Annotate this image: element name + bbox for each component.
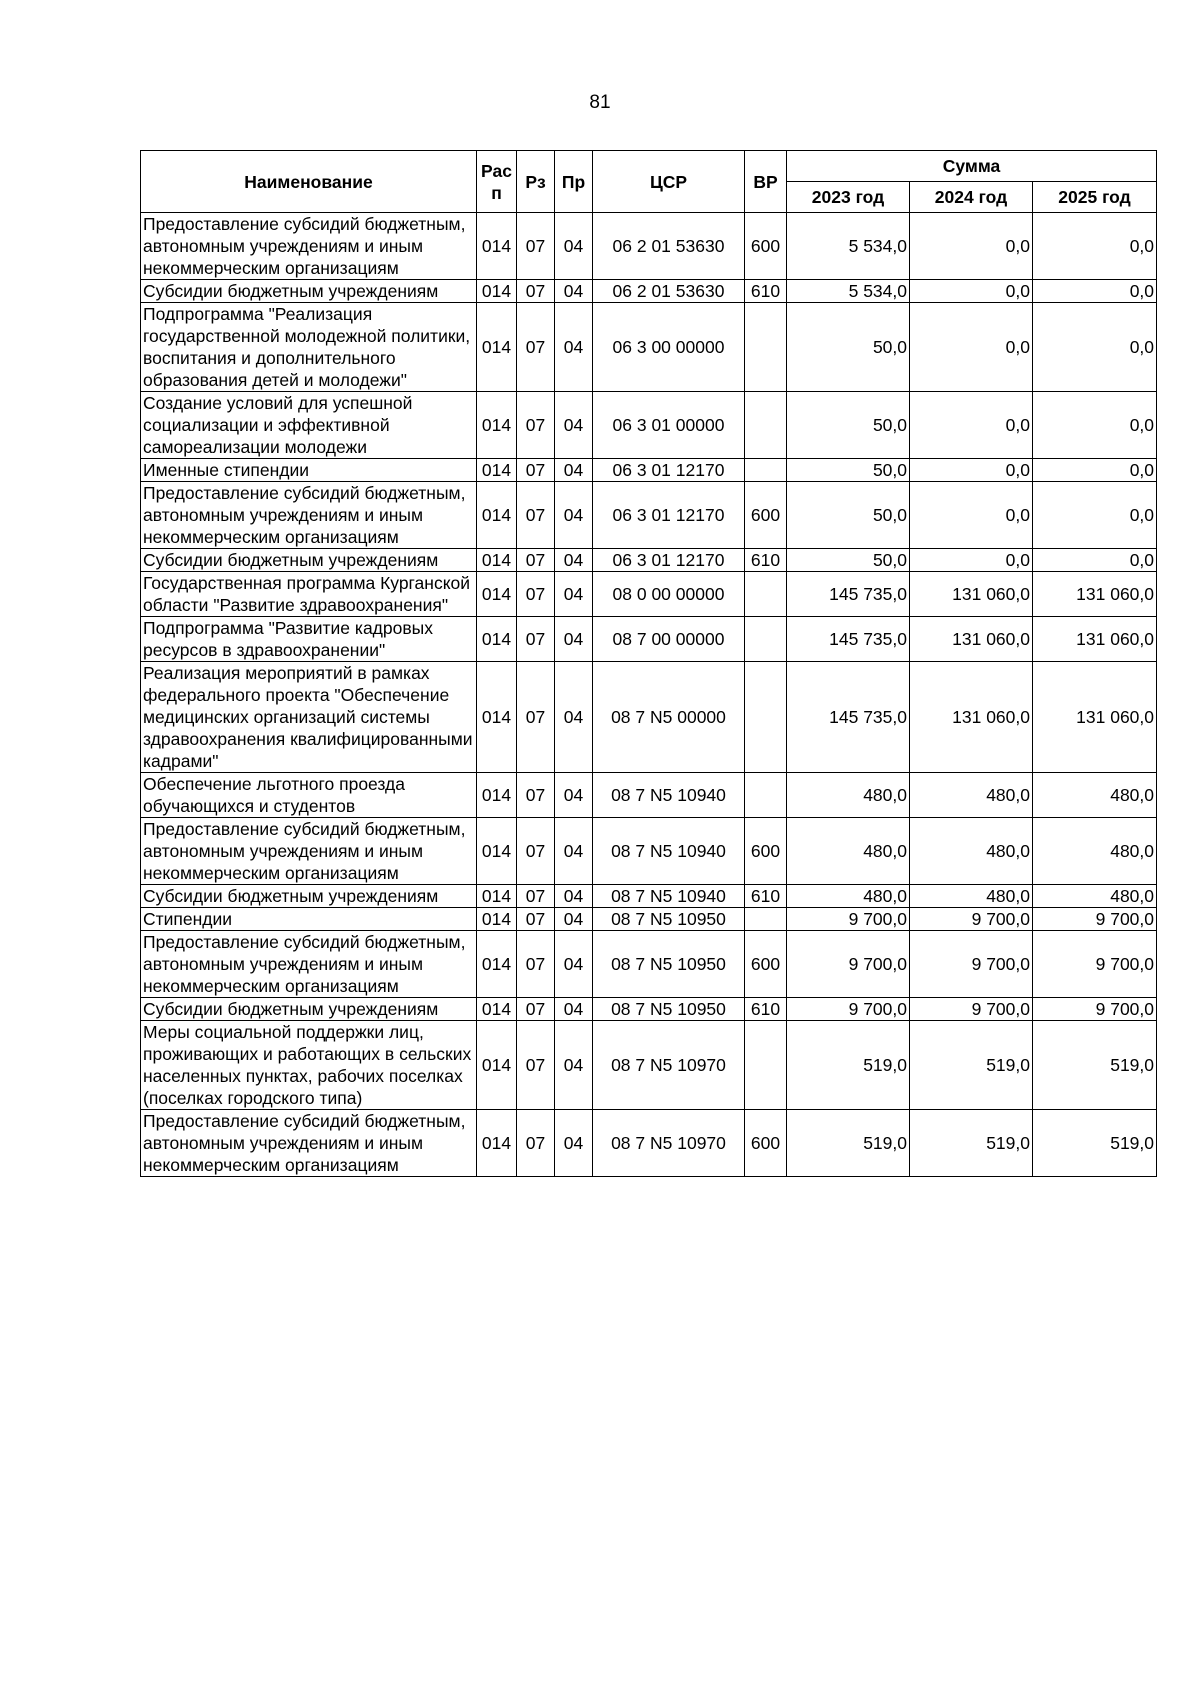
cell-rz: 07	[517, 931, 555, 998]
cell-2024: 480,0	[910, 773, 1033, 818]
cell-rz: 07	[517, 280, 555, 303]
cell-2025: 0,0	[1033, 549, 1157, 572]
cell-rz: 07	[517, 482, 555, 549]
cell-2024: 0,0	[910, 549, 1033, 572]
cell-2024: 131 060,0	[910, 662, 1033, 773]
table-row	[141, 617, 1157, 662]
cell-rasp: 014	[477, 482, 517, 549]
cell-vr	[745, 459, 787, 482]
cell-csr: 08 7 N5 10970	[593, 1110, 745, 1177]
cell-pr: 04	[555, 885, 593, 908]
table-row	[141, 482, 1157, 549]
cell-rz: 07	[517, 213, 555, 280]
cell-2023: 519,0	[787, 1110, 910, 1177]
cell-2023: 5 534,0	[787, 213, 910, 280]
cell-rasp: 014	[477, 1021, 517, 1110]
cell-vr	[745, 392, 787, 459]
cell-vr	[745, 572, 787, 617]
table-row	[141, 931, 1157, 998]
cell-rasp: 014	[477, 280, 517, 303]
cell-rz: 07	[517, 572, 555, 617]
cell-rasp: 014	[477, 885, 517, 908]
cell-pr: 04	[555, 662, 593, 773]
cell-pr: 04	[555, 1110, 593, 1177]
cell-2024: 0,0	[910, 459, 1033, 482]
cell-2025: 480,0	[1033, 885, 1157, 908]
cell-rasp: 014	[477, 998, 517, 1021]
cell-csr: 08 7 N5 10940	[593, 818, 745, 885]
cell-2023: 480,0	[787, 818, 910, 885]
cell-2025: 519,0	[1033, 1110, 1157, 1177]
cell-2024: 519,0	[910, 1021, 1033, 1110]
cell-name: Субсидии бюджетным учреждениям	[141, 998, 477, 1021]
cell-2023: 50,0	[787, 549, 910, 572]
cell-2025: 0,0	[1033, 213, 1157, 280]
cell-2024: 0,0	[910, 213, 1033, 280]
cell-vr	[745, 773, 787, 818]
cell-pr: 04	[555, 549, 593, 572]
cell-rz: 07	[517, 1110, 555, 1177]
cell-pr: 04	[555, 459, 593, 482]
header-sum: Сумма	[787, 151, 1157, 182]
cell-2023: 9 700,0	[787, 998, 910, 1021]
cell-rasp: 014	[477, 931, 517, 998]
cell-rz: 07	[517, 303, 555, 392]
cell-rz: 07	[517, 459, 555, 482]
cell-vr	[745, 303, 787, 392]
cell-vr	[745, 1021, 787, 1110]
table-row	[141, 885, 1157, 908]
cell-2025: 0,0	[1033, 303, 1157, 392]
cell-2024: 0,0	[910, 303, 1033, 392]
cell-rasp: 014	[477, 1110, 517, 1177]
cell-csr: 08 0 00 00000	[593, 572, 745, 617]
budget-table	[140, 150, 1157, 1177]
cell-csr: 08 7 N5 00000	[593, 662, 745, 773]
cell-2023: 145 735,0	[787, 662, 910, 773]
cell-rz: 07	[517, 549, 555, 572]
cell-rasp: 014	[477, 572, 517, 617]
cell-name: Обеспечение льготного проезда обучающихся и студентов	[141, 773, 477, 818]
cell-vr: 600	[745, 482, 787, 549]
cell-2024: 9 700,0	[910, 908, 1033, 931]
cell-2024: 0,0	[910, 392, 1033, 459]
cell-2024: 131 060,0	[910, 617, 1033, 662]
cell-2025: 480,0	[1033, 818, 1157, 885]
table-row	[141, 998, 1157, 1021]
cell-vr: 610	[745, 998, 787, 1021]
cell-csr: 06 3 00 00000	[593, 303, 745, 392]
cell-csr: 06 2 01 53630	[593, 280, 745, 303]
table-row	[141, 818, 1157, 885]
table-row	[141, 280, 1157, 303]
table-header	[141, 151, 1157, 213]
cell-2023: 145 735,0	[787, 617, 910, 662]
cell-name: Субсидии бюджетным учреждениям	[141, 280, 477, 303]
cell-2023: 50,0	[787, 482, 910, 549]
cell-rasp: 014	[477, 392, 517, 459]
header-rasp: Рас п	[477, 151, 517, 213]
cell-2024: 0,0	[910, 280, 1033, 303]
cell-name: Предоставление субсидий бюджетным, автономным учреждениям и иным некоммерческим организациям	[141, 1110, 477, 1177]
table-body	[141, 213, 1157, 1177]
cell-2023: 9 700,0	[787, 908, 910, 931]
cell-2025: 9 700,0	[1033, 998, 1157, 1021]
cell-rasp: 014	[477, 213, 517, 280]
table-row	[141, 662, 1157, 773]
cell-rz: 07	[517, 998, 555, 1021]
cell-name: Субсидии бюджетным учреждениям	[141, 885, 477, 908]
cell-csr: 06 3 01 12170	[593, 459, 745, 482]
cell-name: Государственная программа Курганской области "Развитие здравоохранения"	[141, 572, 477, 617]
cell-rasp: 014	[477, 549, 517, 572]
cell-name: Стипендии	[141, 908, 477, 931]
cell-2023: 480,0	[787, 773, 910, 818]
cell-name: Предоставление субсидий бюджетным, автономным учреждениям и иным некоммерческим организациям	[141, 482, 477, 549]
cell-csr: 06 3 01 00000	[593, 392, 745, 459]
cell-rz: 07	[517, 617, 555, 662]
cell-csr: 06 3 01 12170	[593, 549, 745, 572]
cell-2025: 0,0	[1033, 280, 1157, 303]
cell-vr: 610	[745, 885, 787, 908]
cell-pr: 04	[555, 617, 593, 662]
cell-rz: 07	[517, 773, 555, 818]
cell-csr: 08 7 N5 10950	[593, 908, 745, 931]
cell-rasp: 014	[477, 459, 517, 482]
cell-csr: 08 7 N5 10950	[593, 998, 745, 1021]
cell-2023: 9 700,0	[787, 931, 910, 998]
cell-pr: 04	[555, 818, 593, 885]
cell-pr: 04	[555, 998, 593, 1021]
cell-rasp: 014	[477, 773, 517, 818]
cell-csr: 06 2 01 53630	[593, 213, 745, 280]
cell-pr: 04	[555, 482, 593, 549]
cell-rz: 07	[517, 908, 555, 931]
cell-csr: 08 7 N5 10970	[593, 1021, 745, 1110]
cell-2025: 480,0	[1033, 773, 1157, 818]
cell-2023: 50,0	[787, 459, 910, 482]
cell-2025: 0,0	[1033, 459, 1157, 482]
cell-2025: 0,0	[1033, 392, 1157, 459]
cell-pr: 04	[555, 303, 593, 392]
cell-rz: 07	[517, 1021, 555, 1110]
header-pr: Пр	[555, 151, 593, 213]
cell-vr	[745, 908, 787, 931]
cell-vr: 610	[745, 549, 787, 572]
cell-pr: 04	[555, 392, 593, 459]
cell-name: Предоставление субсидий бюджетным, автономным учреждениям и иным некоммерческим организациям	[141, 931, 477, 998]
cell-name: Реализация мероприятий в рамках федерального проекта "Обеспечение медицинских организаций системы здравоохранения квалифицированными кадрами"	[141, 662, 477, 773]
cell-rasp: 014	[477, 818, 517, 885]
cell-name: Меры социальной поддержки лиц, проживающих и работающих в сельских населенных пунктах, рабочих поселках (поселках городского типа)	[141, 1021, 477, 1110]
table-row	[141, 773, 1157, 818]
cell-vr: 600	[745, 931, 787, 998]
cell-pr: 04	[555, 773, 593, 818]
cell-2025: 0,0	[1033, 482, 1157, 549]
cell-rz: 07	[517, 818, 555, 885]
cell-2025: 131 060,0	[1033, 617, 1157, 662]
table-row	[141, 213, 1157, 280]
cell-rasp: 014	[477, 662, 517, 773]
cell-vr: 600	[745, 1110, 787, 1177]
cell-2023: 480,0	[787, 885, 910, 908]
cell-csr: 08 7 N5 10940	[593, 885, 745, 908]
cell-rasp: 014	[477, 303, 517, 392]
cell-vr	[745, 617, 787, 662]
cell-rz: 07	[517, 662, 555, 773]
cell-2024: 9 700,0	[910, 998, 1033, 1021]
cell-2025: 9 700,0	[1033, 931, 1157, 998]
header-2023: 2023 год	[787, 182, 910, 213]
cell-pr: 04	[555, 572, 593, 617]
cell-vr	[745, 662, 787, 773]
header-vr: ВР	[745, 151, 787, 213]
cell-name: Именные стипендии	[141, 459, 477, 482]
cell-2025: 131 060,0	[1033, 662, 1157, 773]
cell-2024: 9 700,0	[910, 931, 1033, 998]
cell-vr: 600	[745, 818, 787, 885]
table-row	[141, 572, 1157, 617]
cell-rasp: 014	[477, 617, 517, 662]
cell-csr: 06 3 01 12170	[593, 482, 745, 549]
cell-2024: 480,0	[910, 818, 1033, 885]
cell-2023: 50,0	[787, 392, 910, 459]
cell-2023: 519,0	[787, 1021, 910, 1110]
cell-name: Подпрограмма "Реализация государственной молодежной политики, воспитания и дополнительного образования детей и молодежи"	[141, 303, 477, 392]
cell-2023: 5 534,0	[787, 280, 910, 303]
cell-vr: 610	[745, 280, 787, 303]
header-rz: Рз	[517, 151, 555, 213]
table-row	[141, 392, 1157, 459]
header-csr: ЦСР	[593, 151, 745, 213]
cell-csr: 08 7 N5 10940	[593, 773, 745, 818]
cell-2023: 145 735,0	[787, 572, 910, 617]
page-number: 81	[589, 92, 611, 113]
cell-2023: 50,0	[787, 303, 910, 392]
cell-2024: 131 060,0	[910, 572, 1033, 617]
table-row	[141, 459, 1157, 482]
cell-name: Предоставление субсидий бюджетным, автономным учреждениям и иным некоммерческим организациям	[141, 213, 477, 280]
table-row	[141, 1110, 1157, 1177]
cell-name: Субсидии бюджетным учреждениям	[141, 549, 477, 572]
cell-2025: 9 700,0	[1033, 908, 1157, 931]
cell-csr: 08 7 00 00000	[593, 617, 745, 662]
cell-pr: 04	[555, 931, 593, 998]
cell-pr: 04	[555, 908, 593, 931]
cell-vr: 600	[745, 213, 787, 280]
cell-name: Подпрограмма "Развитие кадровых ресурсов в здравоохранении"	[141, 617, 477, 662]
cell-pr: 04	[555, 280, 593, 303]
cell-pr: 04	[555, 213, 593, 280]
cell-2024: 0,0	[910, 482, 1033, 549]
header-name: Наименование	[141, 151, 477, 213]
table-row	[141, 549, 1157, 572]
cell-name: Создание условий для успешной социализации и эффективной самореализации молодежи	[141, 392, 477, 459]
cell-rz: 07	[517, 885, 555, 908]
cell-rasp: 014	[477, 908, 517, 931]
cell-2025: 519,0	[1033, 1021, 1157, 1110]
cell-csr: 08 7 N5 10950	[593, 931, 745, 998]
cell-name: Предоставление субсидий бюджетным, автономным учреждениям и иным некоммерческим организациям	[141, 818, 477, 885]
table-row	[141, 1021, 1157, 1110]
table-row	[141, 303, 1157, 392]
header-2024: 2024 год	[910, 182, 1033, 213]
table-row	[141, 908, 1157, 931]
cell-2025: 131 060,0	[1033, 572, 1157, 617]
cell-2024: 519,0	[910, 1110, 1033, 1177]
cell-rz: 07	[517, 392, 555, 459]
cell-pr: 04	[555, 1021, 593, 1110]
header-2025: 2025 год	[1033, 182, 1157, 213]
cell-2024: 480,0	[910, 885, 1033, 908]
